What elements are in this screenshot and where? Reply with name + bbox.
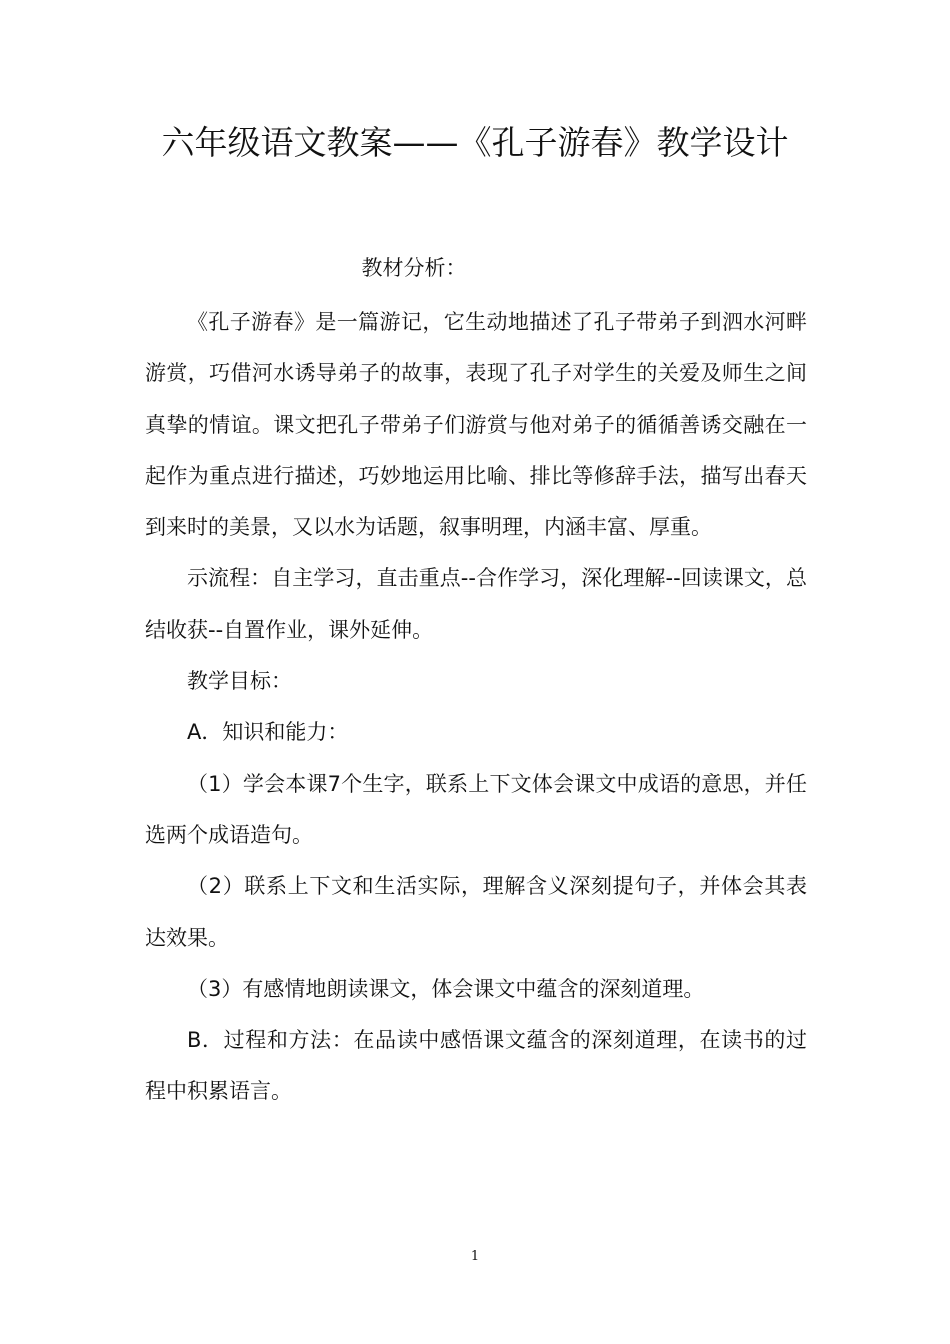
paragraph-objective-2: （2）联系上下文和生活实际，理解含义深刻提句子，并体会其表达效果。 <box>145 874 807 950</box>
page-number: 1 <box>470 1249 480 1264</box>
paragraph-process: 示流程：自主学习，直击重点--合作学习，深化理解--回读课文，总结收获--自置作业，课外延伸。 <box>145 566 807 642</box>
paragraph-process-method: B．过程和方法：在品读中感悟课文蕴含的深刻道理，在读书的过程中积累语言。 <box>145 1028 807 1104</box>
paragraph-objectives-heading: 教学目标： <box>187 669 292 694</box>
section-heading: 教材分析： <box>361 256 467 280</box>
paragraph-objective-3: （3）有感情地朗读课文，体会课文中蕴含的深刻道理。 <box>187 976 705 1001</box>
document-body <box>145 297 807 1118</box>
paragraph-textbook-analysis: 《孔子游春》是一篇游记，它生动地描述了孔子带弟子到泗水河畔游赏，巧借河水诱导弟子的故事，表现了孔子对学生的关爱及师生之间真挚的情谊。课文把孔子带弟子们游赏与他对弟子的循循善诱交融在一起作为重点进行描述，巧妙地运用比喻、排比等修辞手法，描写出春天到来时的美景，又以水为话题，叙事明理，内涵丰富、厚重。 <box>145 310 807 540</box>
paragraph-knowledge-ability: A．知识和能力： <box>187 720 349 745</box>
paragraph-objective-1: （1）学会本课7个生字，联系上下文体会课文中成语的意思，并任选两个成语造句。 <box>145 771 807 847</box>
document-title: 六年级语文教案——《孔子游春》教学设计 <box>161 123 789 162</box>
